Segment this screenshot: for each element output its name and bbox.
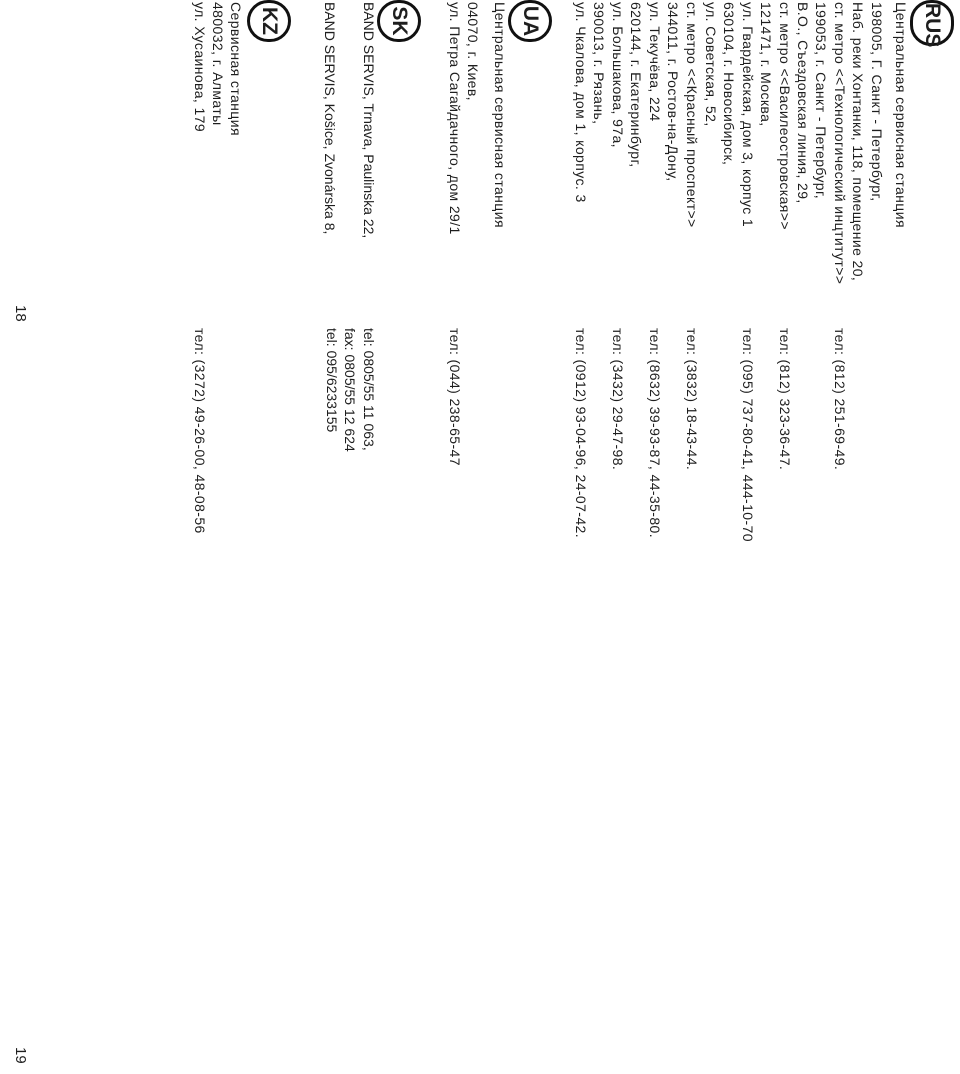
rus-address-line: ст. метро <<Красный проспект>> xyxy=(684,2,700,228)
rus-phone: тел: (812) 323-36-47. xyxy=(777,328,793,471)
rus-address-line: ул. Текучёва, 224 xyxy=(647,2,663,122)
rus-address-line: 121471, г. Москва, xyxy=(758,2,774,127)
rus-address-line: 390013, г. Рязань, xyxy=(591,2,607,125)
ua-address-line: 04070, г. Киев, xyxy=(465,2,481,101)
rus-address-line: ул. Большакова, 97а, xyxy=(610,2,626,148)
rus-address-line: ул. Чкалова, дом 1, корпус. 3 xyxy=(573,2,589,203)
kz-address-line: Сервисная станция xyxy=(228,2,244,136)
rus-phone: тел: (8632) 39-93-87, 44-35-80. xyxy=(647,328,663,539)
rus-address-line: 198005, Г. Санкт - Петербург, xyxy=(869,2,885,202)
rus-phone: тел: (095) 737-80-41, 444-10-70 xyxy=(740,328,756,542)
rus-address-line: 630104, г. Новосибирск, xyxy=(721,2,737,166)
rus-address-line: ст. метро <<Технологический инцтитут>> xyxy=(832,2,848,285)
rus-phone: тел: (812) 251-69-49. xyxy=(832,328,848,471)
rus-address-line: 344011, г. Ростов-на-Дону, xyxy=(665,2,681,182)
ua-address-line: ул. Петра Сагайдачного, дом 29/1 xyxy=(447,2,463,235)
ua-badge: UA xyxy=(508,0,552,42)
sk-address-line: BAND SERVIS, Trnava, Paulinska 22, xyxy=(361,2,377,239)
ua-phone: тел: (044) 238-65-47 xyxy=(447,328,463,466)
rus-address-line: В.О., Съездовская линия, 29, xyxy=(795,2,811,204)
sk-contact: fax: 0805/55 12 624 xyxy=(342,328,358,452)
rus-phone: тел: (3432) 29-47-98. xyxy=(610,328,626,471)
rus-address-line: 199053, г. Санкт - Петербург, xyxy=(813,2,829,200)
rus-address-line: ул. Гвардейская, дом 3, корпус 1 xyxy=(740,2,756,228)
page-number-left: 18 xyxy=(12,305,29,322)
rus-address-line: Наб. реки Хонтанки, 118, помещение 20, xyxy=(850,2,866,282)
rus-heading: Центральная сервисная станция xyxy=(893,2,909,228)
kz-phone: тел: (3272) 49-26-00, 48-08-56 xyxy=(192,328,208,534)
rus-badge: RUS xyxy=(910,0,954,46)
sk-badge: SK xyxy=(377,0,421,42)
rus-address-line: 620144, г. Екатеринбург, xyxy=(628,2,644,168)
kz-address-line: 480032, г. Алматы xyxy=(210,2,226,126)
kz-badge: KZ xyxy=(247,0,291,42)
sk-contact: tel: 0805/55 11 063, xyxy=(361,328,377,451)
kz-address-line: ул. Хусаинова, 179 xyxy=(192,2,208,133)
rus-address-line: ст. метро <<Василеостровская>> xyxy=(777,2,793,230)
rus-phone: тел: (0912) 93-04-96, 24-07-42. xyxy=(573,328,589,539)
ua-heading: Центральная сервисная станция xyxy=(492,2,508,228)
sk-contact: tel: 095/6233155 xyxy=(324,328,340,433)
rus-phone: тел: (3832) 18-43-44. xyxy=(684,328,700,471)
rus-address-line: ул. Советская, 52, xyxy=(703,2,719,127)
sk-address-line: BAND SERVIS, Košice, Zvonárska 8, xyxy=(322,2,338,235)
page-number-right: 19 xyxy=(12,1047,29,1064)
